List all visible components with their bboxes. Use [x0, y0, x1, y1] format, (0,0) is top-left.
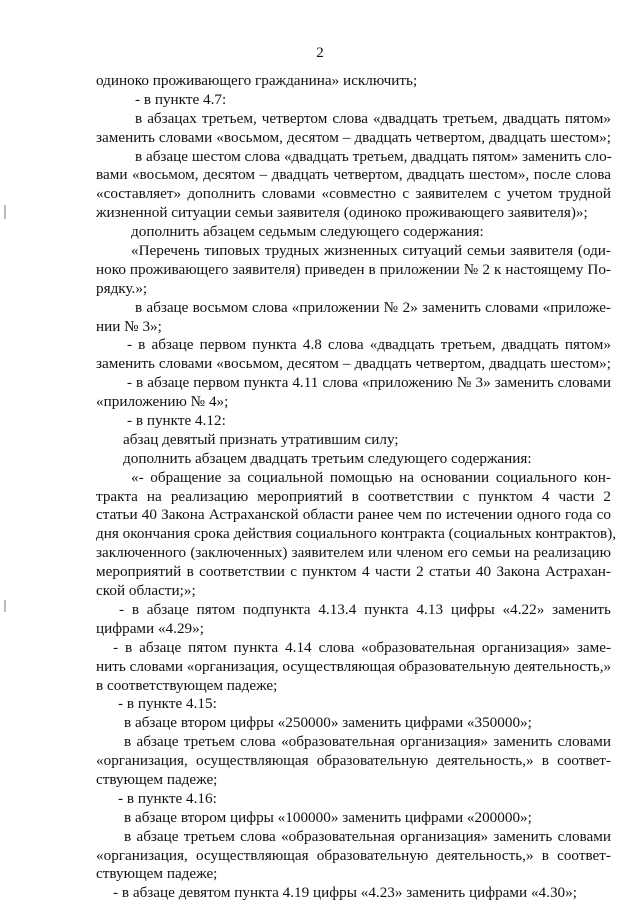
- text-line: в абзаце третьем слова «образовательная организация» заменить словами: [124, 733, 611, 751]
- text-line: жизненной ситуации семьи заявителя (одиноко проживающего заявителя)»;: [96, 204, 588, 222]
- text-line: дня окончания срока действия социального контракта (социальных контрактов),: [96, 525, 617, 543]
- text-line: - в пункте 4.12:: [127, 412, 226, 430]
- text-line: одиноко проживающего гражданина» исключить;: [96, 72, 418, 89]
- text-line: тракта на реализацию мероприятий в соответствии с пунктом 4 части 2: [96, 487, 611, 505]
- text-line: «организация, осуществляющая образовательную деятельность,» в соответ-: [96, 846, 611, 864]
- text-line: нии № 3»;: [96, 317, 162, 335]
- text-line: в абзаце третьем слова «образовательная организация» заменить словами: [124, 827, 611, 845]
- text-line: в абзацах третьем, четвертом слова «двадцать третьем, двадцать пятом»: [135, 109, 611, 127]
- text-line: - в пункте 4.7:: [135, 90, 227, 108]
- text-line: «Перечень типовых трудных жизненных ситуаций семьи заявителя (оди-: [131, 242, 611, 260]
- text-line: «приложению № 4»;: [96, 393, 229, 411]
- text-line: дополнить абзацем седьмым следующего содержания:: [131, 223, 484, 241]
- text-line: вами «восьмом, десятом – двадцать четвертом, двадцать шестом», после слова: [96, 166, 611, 184]
- text-line: заменить словами «восьмом, десятом – двадцать четвертом, двадцать шестом»;: [96, 128, 611, 146]
- text-line: нить словами «организация, осуществляющая образовательную деятельность,»: [96, 657, 612, 675]
- text-line: «- обращение за социальной помощью на основании социального кон-: [131, 468, 611, 486]
- text-line: - в пункте 4.16:: [118, 789, 217, 807]
- document-body: [96, 72, 617, 903]
- text-line: дополнить абзацем двадцать третьим следующего содержания:: [123, 449, 532, 467]
- text-line: ствующем падеже;: [96, 770, 218, 788]
- text-line: - в пункте 4.15:: [118, 695, 217, 713]
- text-line: «составляет» дополнить словами «совместно с заявителем с учетом трудной: [96, 185, 611, 203]
- text-line: заключенного (заключенных) заявителем или членом его семьи на реализацию: [96, 544, 611, 562]
- text-line: абзац девятый признать утратившим силу;: [123, 430, 399, 448]
- text-line: заменить словами «восьмом, десятом – двадцать четвертом, двадцать шестом»;: [96, 355, 611, 373]
- text-line: в абзаце восьмом слова «приложении № 2» заменить словами «приложе-: [135, 298, 611, 316]
- text-line: - в абзаце пятом подпункта 4.13.4 пункта 4.13 цифры «4.22» заменить: [119, 600, 611, 618]
- scan-edge-mark: [4, 600, 6, 612]
- text-line: статьи 40 Закона Астраханской области ранее чем по истечении одного года со: [96, 506, 611, 524]
- text-line: в абзаце втором цифры «100000» заменить цифрами «200000»;: [124, 808, 532, 826]
- text-line: в абзаце шестом слова «двадцать третьем, двадцать пятом» заменить сло-: [135, 147, 612, 165]
- text-line: ствующем падеже;: [96, 865, 218, 883]
- text-line: - в абзаце пятом пункта 4.14 слова «образовательная организация» заме-: [113, 638, 611, 656]
- scan-edge-mark: [4, 205, 6, 219]
- page-number: 2: [316, 45, 324, 61]
- text-line: «организация, осуществляющая образовательную деятельность,» в соответ-: [96, 752, 611, 770]
- text-line: - в абзаце девятом пункта 4.19 цифры «4.23» заменить цифрами «4.30»;: [113, 884, 577, 902]
- text-line: - в абзаце первом пункта 4.11 слова «приложению № 3» заменить словами: [127, 374, 611, 392]
- text-line: ноко проживающего заявителя) приведен в приложении № 2 к настоящему По-: [96, 260, 611, 278]
- text-line: ской области;»;: [96, 582, 196, 600]
- text-line: рядку.»;: [96, 279, 148, 297]
- text-line: - в абзаце первом пункта 4.8 слова «двадцать третьем, двадцать пятом»: [127, 336, 611, 354]
- text-line: мероприятий в соответствии с пунктом 4 части 2 статьи 40 Закона Астрахан-: [96, 563, 611, 581]
- text-line: в соответствующем падеже;: [96, 676, 278, 694]
- text-line: цифрами «4.29»;: [96, 619, 204, 637]
- text-line: в абзаце втором цифры «250000» заменить цифрами «350000»;: [124, 714, 532, 732]
